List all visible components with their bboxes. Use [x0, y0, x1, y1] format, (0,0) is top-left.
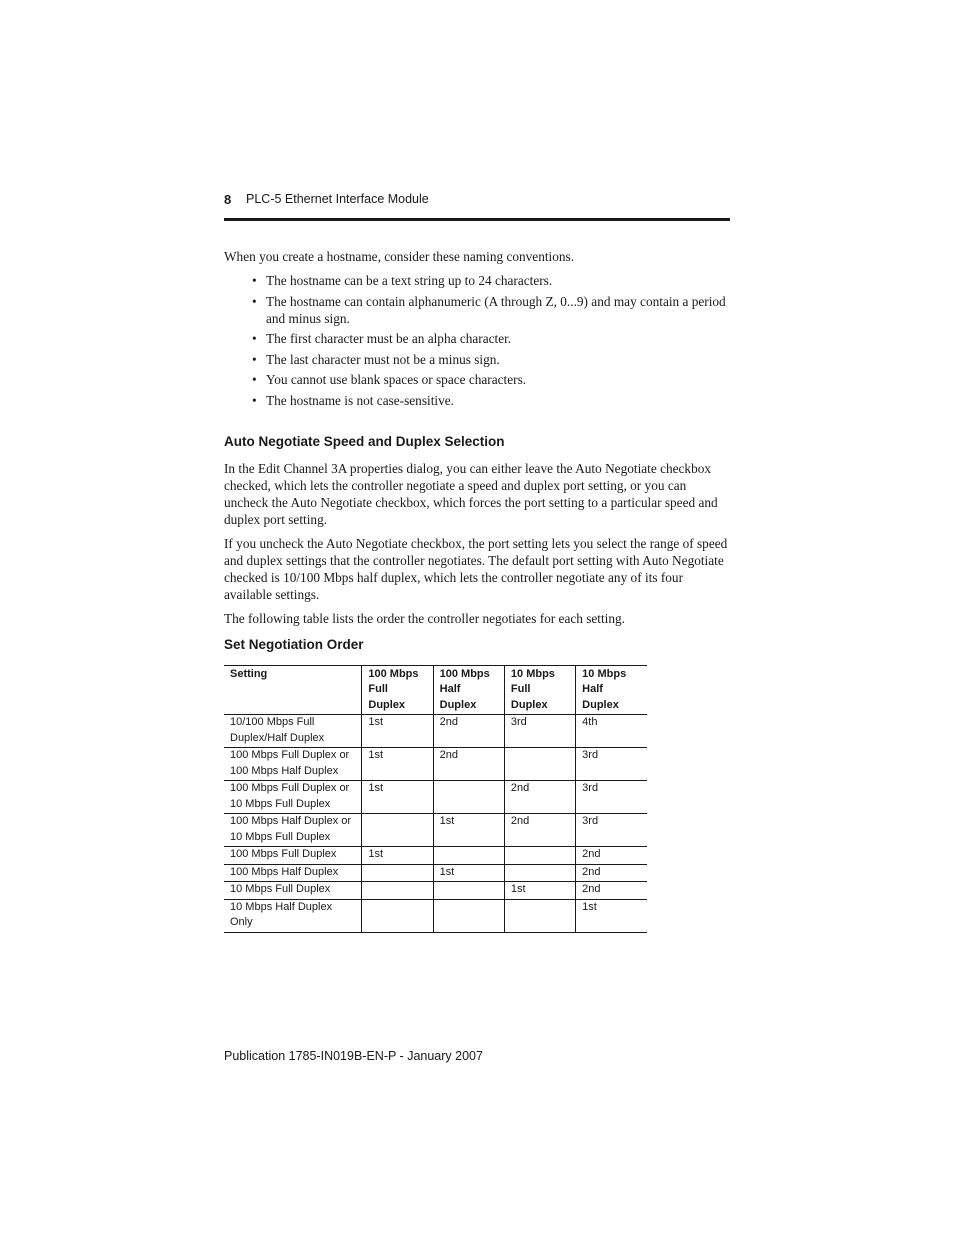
column-header-100-half: 100 Mbps Half Duplex [433, 665, 504, 715]
table-row [224, 814, 647, 847]
list-item: • The last character must not be a minus sign. [252, 351, 500, 367]
setting-cell: 100 Mbps Full Duplex or 100 Mbps Half Duplex [224, 748, 362, 781]
bullet-icon: • [252, 331, 257, 346]
order-cell: 2nd [504, 814, 575, 847]
order-cell: 3rd [576, 814, 647, 847]
order-cell: 1st [504, 882, 575, 900]
column-header-setting: Setting [224, 665, 362, 715]
order-cell [433, 882, 504, 900]
order-cell [433, 899, 504, 932]
page-content [224, 248, 730, 933]
order-cell [504, 748, 575, 781]
section-heading-negotiation-order: Set Negotiation Order [224, 636, 364, 652]
table-row [224, 864, 647, 882]
running-title: PLC-5 Ethernet Interface Module [246, 192, 429, 206]
body-paragraph: In the Edit Channel 3A properties dialog, you can either leave the Auto Negotiate checkbox checked, which lets the controller negotiate a speed and duplex port setting, or you can uncheck the Auto Negotiate checkbox, which forces the port setting to a particular speed and duplex port setting. [224, 460, 718, 527]
order-cell: 1st [362, 715, 433, 748]
table-row [224, 882, 647, 900]
order-cell: 4th [576, 715, 647, 748]
order-cell [504, 899, 575, 932]
table-header-row [224, 665, 647, 715]
body-paragraph: The following table lists the order the controller negotiates for each setting. [224, 610, 625, 626]
list-item: • You cannot use blank spaces or space characters. [252, 372, 527, 387]
bullet-icon: • [252, 351, 257, 367]
table-row [224, 715, 647, 748]
table-row [224, 781, 647, 814]
order-cell: 2nd [576, 882, 647, 900]
order-cell [504, 864, 575, 882]
order-cell [362, 899, 433, 932]
column-header-100-full: 100 Mbps Full Duplex [362, 665, 433, 715]
order-cell: 2nd [433, 748, 504, 781]
order-cell: 3rd [504, 715, 575, 748]
column-header-10-full: 10 Mbps Full Duplex [504, 665, 575, 715]
bullet-icon: • [252, 273, 257, 288]
bullet-icon: • [252, 372, 257, 387]
order-cell: 1st [362, 847, 433, 865]
setting-cell: 10 Mbps Half Duplex Only [224, 899, 362, 932]
order-cell: 2nd [576, 864, 647, 882]
order-cell: 2nd [504, 781, 575, 814]
setting-cell: 100 Mbps Half Duplex or 10 Mbps Full Duplex [224, 814, 362, 847]
order-cell [362, 864, 433, 882]
list-item: • The hostname is not case-sensitive. [252, 392, 454, 408]
order-cell [362, 882, 433, 900]
setting-cell: 100 Mbps Full Duplex or 10 Mbps Full Duplex [224, 781, 362, 814]
bullet-icon: • [252, 392, 257, 408]
setting-cell: 100 Mbps Full Duplex [224, 847, 362, 865]
table-row [224, 748, 647, 781]
order-cell [433, 781, 504, 814]
list-item: • The hostname can contain alphanumeric (A through Z, 0...9) and may contain a period and minus sign. [252, 293, 726, 326]
list-item: • The hostname can be a text string up to 24 characters. [252, 273, 553, 288]
order-cell [504, 847, 575, 865]
body-paragraph: If you uncheck the Auto Negotiate checkbox, the port setting lets you select the range of speed and duplex settings that the controller negotiates. The default port setting with Auto Negotiate checked is 10/100 Mbps half duplex, which lets the controller negotiate any of its four available settings. [224, 535, 728, 602]
order-cell: 1st [362, 748, 433, 781]
order-cell: 1st [362, 781, 433, 814]
intro-paragraph: When you create a hostname, consider these naming conventions. [224, 249, 575, 264]
order-cell [433, 847, 504, 865]
section-heading-auto-negotiate: Auto Negotiate Speed and Duplex Selection [224, 433, 505, 449]
table-row [224, 847, 647, 865]
order-cell: 2nd [433, 715, 504, 748]
publication-footer: Publication 1785-IN019B-EN-P - January 2007 [224, 1049, 483, 1063]
page-number: 8 [224, 192, 232, 207]
setting-cell: 100 Mbps Half Duplex [224, 864, 362, 882]
bullet-icon: • [252, 293, 257, 309]
order-cell: 1st [433, 864, 504, 882]
running-header [224, 192, 730, 221]
hostname-conventions-list [224, 272, 730, 409]
order-cell: 1st [576, 899, 647, 932]
table-row [224, 899, 647, 932]
order-cell: 1st [433, 814, 504, 847]
negotiation-order-table [224, 665, 647, 933]
order-cell: 3rd [576, 781, 647, 814]
setting-cell: 10/100 Mbps Full Duplex/Half Duplex [224, 715, 362, 748]
setting-cell: 10 Mbps Full Duplex [224, 882, 362, 900]
list-item: • The first character must be an alpha character. [252, 331, 512, 346]
column-header-10-half: 10 Mbps Half Duplex [576, 665, 647, 715]
order-cell [362, 814, 433, 847]
order-cell: 2nd [576, 847, 647, 865]
order-cell: 3rd [576, 748, 647, 781]
